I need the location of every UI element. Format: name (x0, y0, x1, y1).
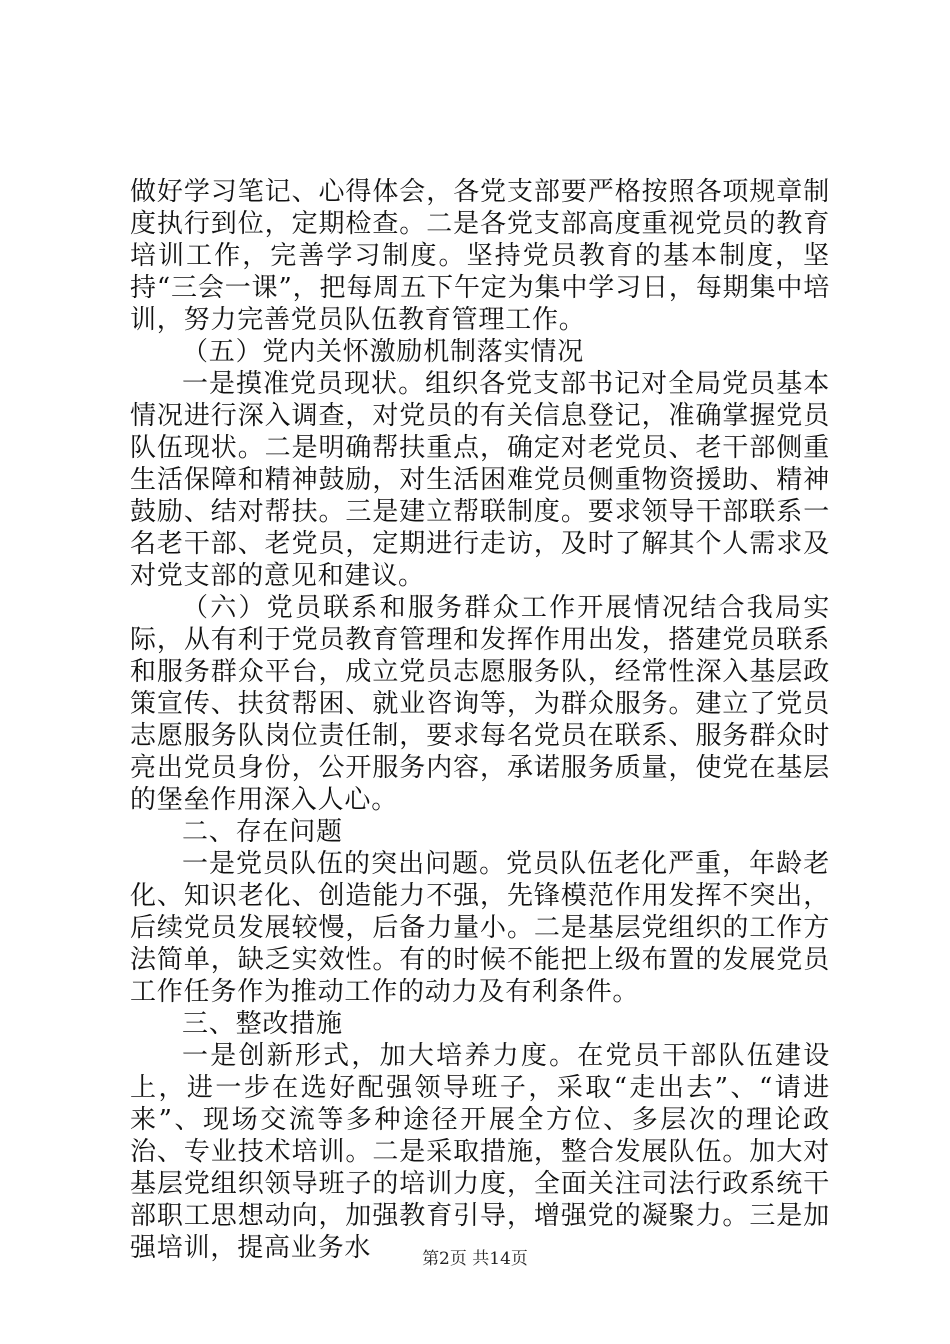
paragraph-continuation: 做好学习笔记、心得体会，各党支部要严格按照各项规章制度执行到位，定期检查。二是各党支部高度重视党员的教育培训工作，完善学习制度。坚持党员教育的基本制度，坚持“三会一课”，把每周五下午定为集中学习日，每期集中培训，努力完善党员队伍教育管理工作。 (130, 177, 830, 335)
section-heading-measures: 三、整改措施 (182, 1009, 343, 1039)
document-body (130, 176, 830, 1264)
paragraph-care-mechanism: 一是摸准党员现状。组织各党支部书记对全局党员基本情况进行深入调查，对党员的有关信息登记，准确掌握党员队伍现状。二是明确帮扶重点，确定对老党员、老干部侧重生活保障和精神鼓励，对生活困难党员侧重物资援助、精神鼓励、结对帮扶。三是建立帮联制度。要求领导干部联系一名老干部、老党员，定期进行走访，及时了解其个人需求及对党支部的意见和建议。 (130, 369, 830, 591)
section-heading-five: （五）党内关怀激励机制落实情况 (182, 337, 585, 367)
page-number-footer: 第2页 共14页 (422, 1249, 528, 1269)
paragraph-measures: 一是创新形式，加大培养力度。在党员干部队伍建设上，进一步在选好配强领导班子，采取“走出去”、“请进来”、现场交流等多种途径开展全方位、多层次的理论政治、专业技术培训。二是采取措施，整合发展队伍。加大对基层党组织领导班子的培训力度，全面关注司法行政系统干部职工思想动向，加强教育引导，增强党的凝聚力。三是加强培训，提高业务水 (130, 1041, 830, 1263)
paragraph-problems: 一是党员队伍的突出问题。党员队伍老化严重，年龄老化、知识老化、创造能力不强，先锋模范作用发挥不突出，后续党员发展较慢，后备力量小。二是基层党组织的工作方法简单，缺乏实效性。有的时候不能把上级布置的发展党员工作任务作为推动工作的动力及有利条件。 (130, 849, 830, 1007)
paragraph-service-work: （六）党员联系和服务群众工作开展情况结合我局实际，从有利于党员教育管理和发挥作用出发，搭建党员联系和服务群众平台，成立党员志愿服务队，经常性深入基层政策宣传、扶贫帮困、就业咨询等，为群众服务。建立了党员志愿服务队岗位责任制，要求每名党员在联系、服务群众时亮出党员身份，公开服务内容，承诺服务质量，使党在基层的堡垒作用深入人心。 (130, 593, 830, 815)
section-heading-problems: 二、存在问题 (182, 817, 343, 847)
